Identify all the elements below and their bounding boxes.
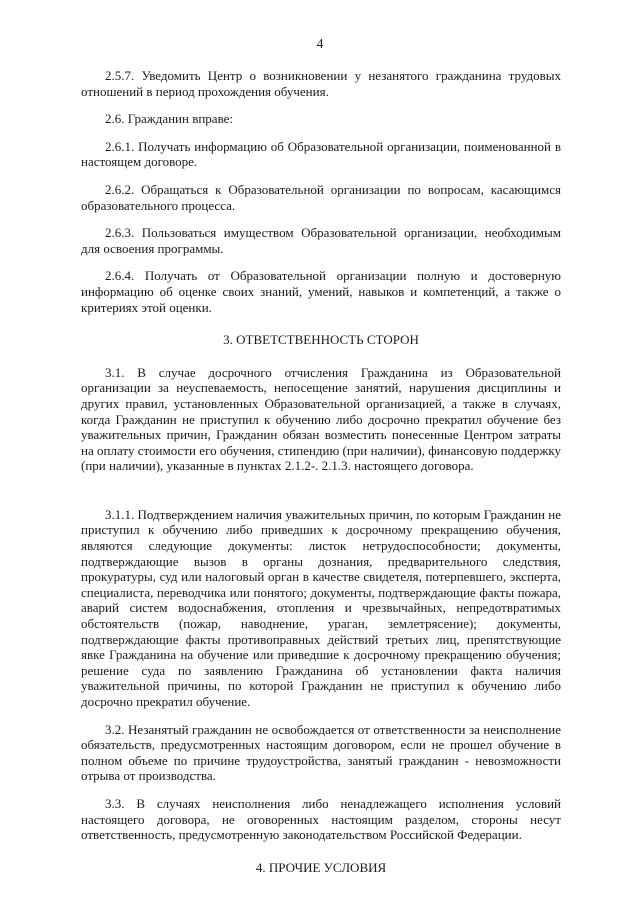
- paragraph-3-1: 3.1. В случае досрочного отчисления Гражданина из Образовательной организации за неуспеваемость, непосещение занятий, нарушения дисциплины и других правил, установленных Образовательной организацией, а также в случаях, когда Гражданин не приступил к обучению либо досрочно прекратил обучение без уважительных причин, Гражданин обязан возместить понесенные Центром затраты на оплату стоимости его обучения, стипендию (при наличии), финансовую поддержку (при наличии), указанные в пунктах 2.1.2-. 2.1.3. настоящего договора.: [81, 364, 561, 474]
- page-number: 4: [316, 36, 324, 51]
- section-heading-4: 4. ПРОЧИЕ УСЛОВИЯ: [255, 859, 387, 875]
- paragraph-3-3: 3.3. В случаях неисполнения либо ненадлежащего исполнения условий настоящего договора, не оговоренных настоящим разделом, стороны несут ответственность, предусмотренную законодательством Российской Федерации.: [81, 795, 561, 843]
- paragraph-3-2: 3.2. Незанятый гражданин не освобождается от ответственности за неисполнение обязательств, предусмотренных настоящим договором, если не прошел обучение в полном объеме по причине трудоустройства, занятый гражданин - невозможности отрыва от производства.: [81, 721, 561, 784]
- paragraph-2-6: 2.6. Гражданин вправе:: [105, 111, 234, 127]
- paragraph-2-6-1: 2.6.1. Получать информацию об Образовательной организации, поименованной в настоящем договоре.: [81, 138, 561, 170]
- paragraph-3-1-1: 3.1.1. Подтверждением наличия уважительных причин, по которым Гражданин не приступил к обучению либо приведших к досрочному прекращению обучения, являются следующие документы: листок нетрудоспособности; документы, подтверждающие вызов в органы дознания, предварительного следствия, прокуратуры, суд или налоговый орган в качестве свидетеля, потерпевшего, эксперта, специалиста, переводчика или понятого; документы, подтверждающие факты пожара, аварий систем водоснабжения, отопления и чрезвычайных, непредотвратимых обстоятельств (пожар, наводнение, ураган, землетрясение); документы, подтверждающие факты противоправных действий третьих лиц, препятствующие явке Гражданина на обучение или приведшие к досрочному прекращению обучения; решение суда по заявлению Гражданина об установлении факта наличия уважительной причины, по которой Гражданин не приступил к обучению либо досрочно прекратил обучение.: [81, 506, 561, 709]
- paragraph-2-5-7: 2.5.7. Уведомить Центр о возникновении у незанятого гражданина трудовых отношений в период прохождения обучения.: [81, 68, 561, 99]
- paragraph-2-6-3: 2.6.3. Пользоваться имуществом Образовательной организации, необходимым для освоения программы.: [81, 225, 561, 256]
- paragraph-2-6-4: 2.6.4. Получать от Образовательной организации полную и достоверную информацию об оценке своих знаний, умений, навыков и компетенций, а также о критериях этой оценки.: [81, 268, 561, 315]
- section-heading-3: 3. ОТВЕТСТВЕННОСТЬ СТОРОН: [223, 332, 419, 348]
- document-body: [81, 68, 561, 875]
- paragraph-2-6-2: 2.6.2. Обращаться к Образовательной организации по вопросам, касающимся образовательного процесса.: [81, 181, 561, 213]
